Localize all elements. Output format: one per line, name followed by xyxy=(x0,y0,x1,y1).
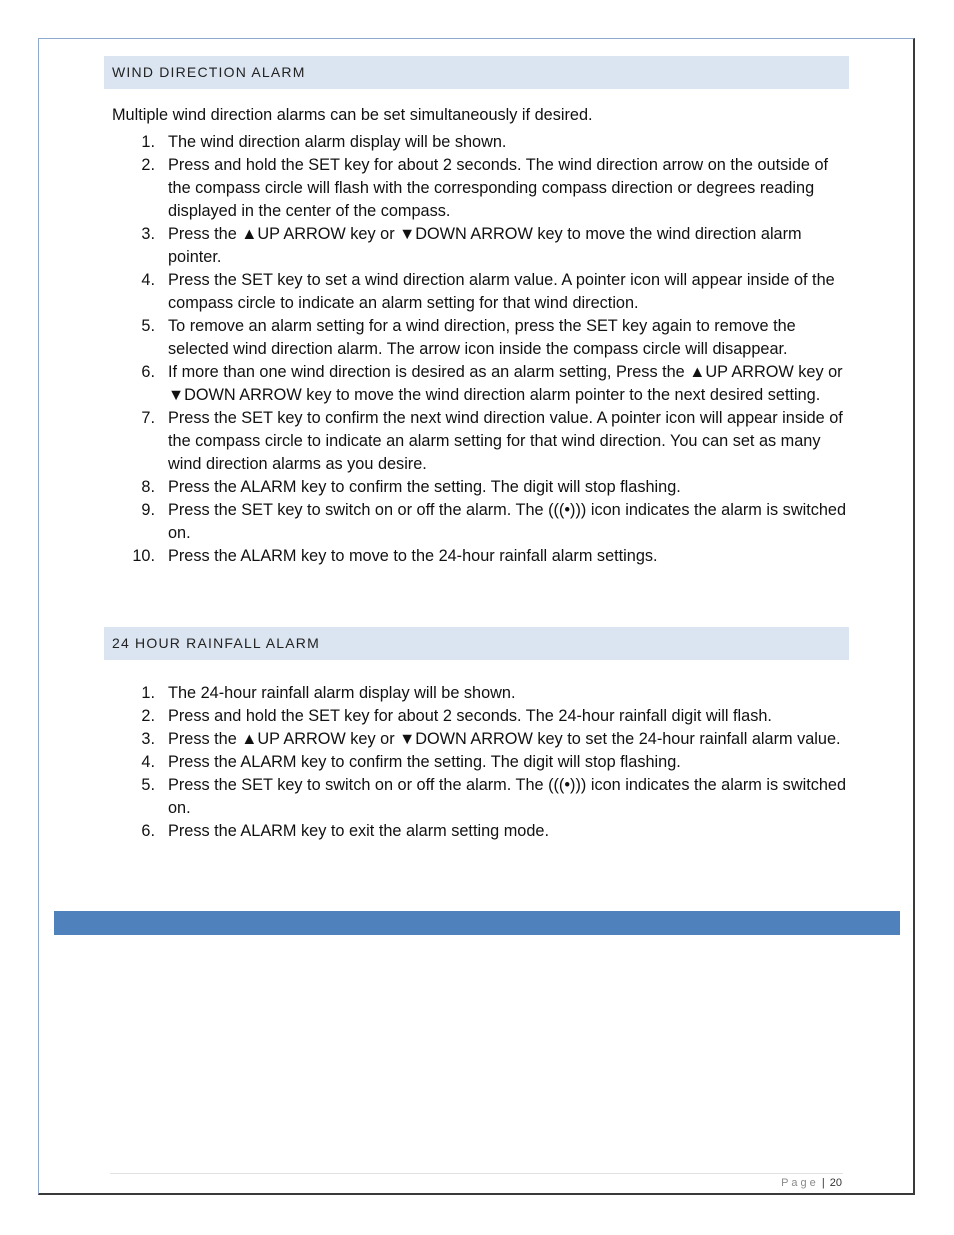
list-item xyxy=(112,269,847,315)
list-item-number: 4. xyxy=(141,271,155,289)
list-item xyxy=(112,315,847,361)
list-item-number: 2. xyxy=(141,156,155,174)
list-item xyxy=(112,476,847,499)
list-item-text: If more than one wind direction is desired as an alarm setting, Press the ▲UP ARROW key or ▼DOWN ARROW key to move the wind direction alarm pointer to the next desired setting. xyxy=(168,363,843,404)
list-item-number: 5. xyxy=(141,317,155,335)
list-item-text: Press the SET key to confirm the next wind direction value. A pointer icon will appear inside of the compass circle to indicate an alarm setting for that wind direction. You can set as many wind direction alarms as you desire. xyxy=(168,409,843,473)
list-item xyxy=(112,820,847,843)
list-item-text: Press the SET key to set a wind direction alarm value. A pointer icon will appear inside of the compass circle to indicate an alarm setting for that wind direction. xyxy=(168,271,835,312)
list-item-text: Press and hold the SET key for about 2 seconds. The wind direction arrow on the outside of the compass circle will flash with the corresponding compass direction or degrees reading displayed in the center of the compass. xyxy=(168,156,829,220)
list-item-number: 4. xyxy=(141,753,155,771)
list-item-number: 6. xyxy=(141,363,155,381)
list-item-text: Press the SET key to switch on or off the alarm. The (((•))) icon indicates the alarm is switched on. xyxy=(168,501,847,542)
intro-paragraph: Multiple wind direction alarms can be set simultaneously if desired. xyxy=(112,106,593,124)
list-item xyxy=(112,154,847,223)
list-item-number: 1. xyxy=(141,133,155,151)
list-item xyxy=(112,705,847,728)
list-item-text: Press the SET key to switch on or off the alarm. The (((•))) icon indicates the alarm is switched on. xyxy=(168,776,847,817)
list-item xyxy=(112,223,847,269)
list-item xyxy=(112,545,847,568)
list-item-text: Press the ALARM key to confirm the setting. The digit will stop flashing. xyxy=(168,753,681,771)
list-item-text: The 24-hour rainfall alarm display will be shown. xyxy=(168,684,516,702)
list-item-number: 3. xyxy=(141,225,155,243)
list-item xyxy=(112,751,847,774)
list-item-text: The wind direction alarm display will be shown. xyxy=(168,133,507,151)
list-item-text: Press the ALARM key to move to the 24-hour rainfall alarm settings. xyxy=(168,547,658,565)
page-number: 20 xyxy=(829,1177,842,1189)
list-item xyxy=(112,682,847,705)
list-item-text: Press the ALARM key to exit the alarm setting mode. xyxy=(168,822,549,840)
page-separator: | xyxy=(821,1177,825,1189)
list-item-number: 10. xyxy=(132,547,155,565)
list-item-text: Press the ▲UP ARROW key or ▼DOWN ARROW key to move the wind direction alarm pointer. xyxy=(168,225,802,266)
list-item-number: 9. xyxy=(141,501,155,519)
page-label: Page xyxy=(781,1177,819,1189)
list-item-text: Press the ▲UP ARROW key or ▼DOWN ARROW key to set the 24-hour rainfall alarm value. xyxy=(168,730,841,748)
list-item-number: 5. xyxy=(141,776,155,794)
list-item-text: Press and hold the SET key for about 2 seconds. The 24-hour rainfall digit will flash. xyxy=(168,707,772,725)
list-item-number: 8. xyxy=(141,478,155,496)
list-item xyxy=(112,407,847,476)
list-item-number: 1. xyxy=(141,684,155,702)
list-item xyxy=(112,499,847,545)
list-item-number: 7. xyxy=(141,409,155,427)
list-item xyxy=(112,361,847,407)
section-heading-wind-direction-alarm: WIND DIRECTION ALARM xyxy=(104,56,849,89)
list-item-text: Press the ALARM key to confirm the setting. The digit will stop flashing. xyxy=(168,478,681,496)
list-item xyxy=(112,774,847,820)
page-footer xyxy=(781,1176,842,1190)
list-item xyxy=(112,131,847,154)
section-divider-bar xyxy=(54,911,900,935)
list-item-text: To remove an alarm setting for a wind direction, press the SET key again to remove the selected wind direction alarm. The arrow icon inside the compass circle will disappear. xyxy=(168,317,796,358)
section-heading-rainfall-alarm: 24 HOUR RAINFALL ALARM xyxy=(104,627,849,660)
list-item xyxy=(112,728,847,751)
rainfall-steps-list xyxy=(112,682,847,843)
list-item-number: 2. xyxy=(141,707,155,725)
wind-direction-steps-list xyxy=(112,131,847,568)
list-item-number: 3. xyxy=(141,730,155,748)
list-item-number: 6. xyxy=(141,822,155,840)
footer-rule xyxy=(110,1173,843,1174)
